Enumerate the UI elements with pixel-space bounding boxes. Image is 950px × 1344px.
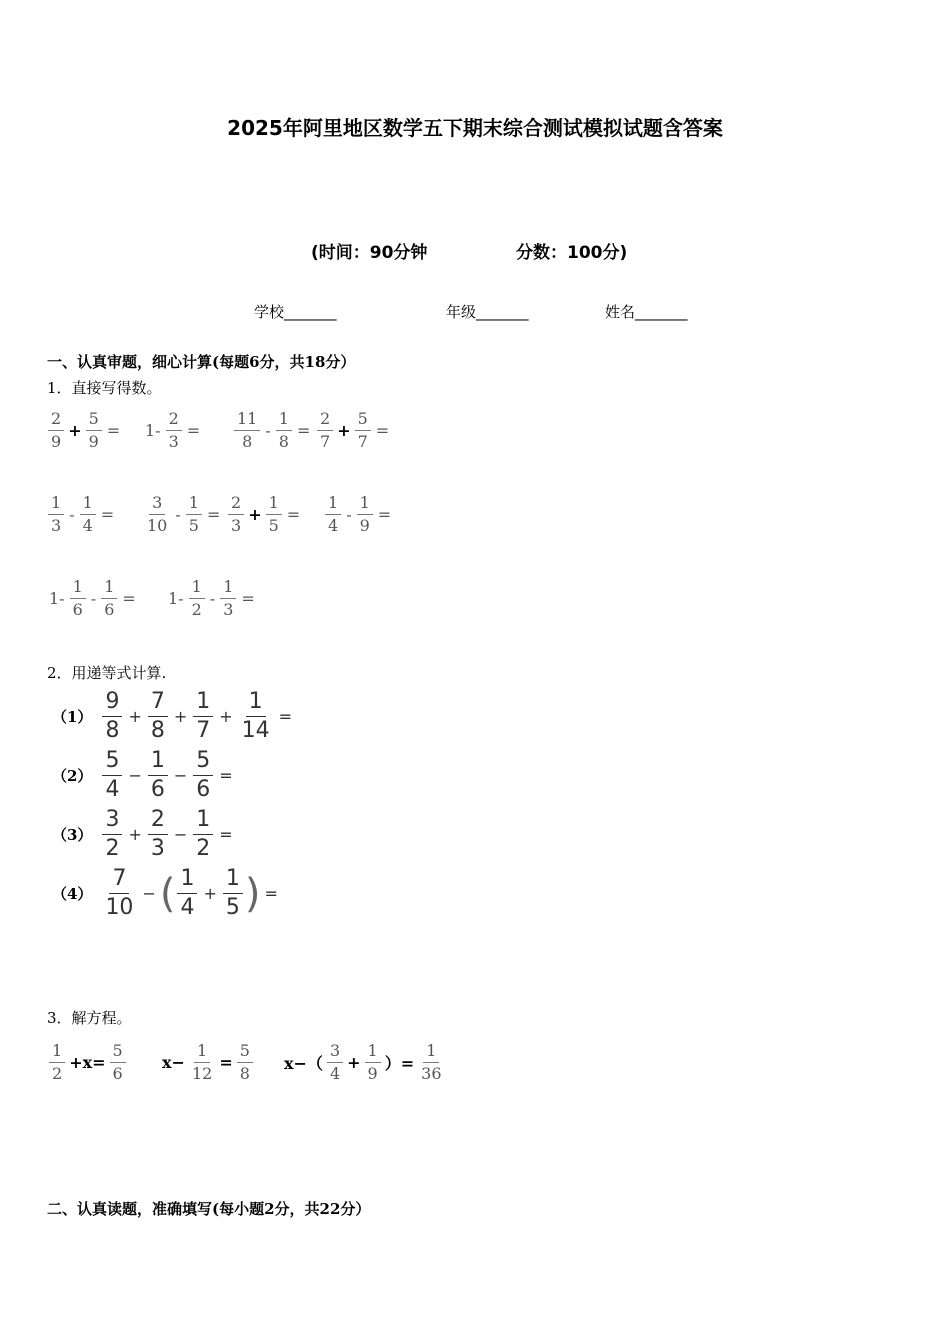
operator: = xyxy=(206,504,221,524)
fraction xyxy=(48,494,64,534)
operator: 1- xyxy=(145,420,161,440)
operator: + xyxy=(219,707,233,727)
numerator: 1 xyxy=(70,578,86,599)
denominator: 9 xyxy=(51,431,62,451)
operator: = xyxy=(264,884,278,904)
fraction xyxy=(148,690,168,743)
fraction xyxy=(239,690,273,743)
operator: - xyxy=(175,504,181,524)
denominator: 4 xyxy=(328,515,339,535)
numerator: 1 xyxy=(177,867,197,894)
numerator: 1 xyxy=(193,808,213,835)
numerator: 1 xyxy=(48,494,64,515)
denominator: 36 xyxy=(421,1063,442,1083)
operator: = xyxy=(219,1052,233,1072)
fraction xyxy=(86,410,102,450)
numerator: 1 xyxy=(423,1042,439,1063)
numerator: 5 xyxy=(86,410,102,431)
numerator: 1 xyxy=(194,1042,210,1063)
numerator: 1 xyxy=(101,578,117,599)
calc-expression xyxy=(46,578,139,618)
denominator: 8 xyxy=(278,431,289,451)
operator: x− xyxy=(162,1052,185,1072)
equation xyxy=(47,1042,128,1082)
numerator: 1 xyxy=(357,494,373,515)
denominator: 6 xyxy=(196,777,211,803)
numerator: 1 xyxy=(220,578,236,599)
denominator: 6 xyxy=(104,599,115,619)
fraction xyxy=(148,808,168,861)
denominator: 3 xyxy=(231,515,242,535)
fraction xyxy=(365,1042,381,1082)
operator: = xyxy=(122,588,136,608)
operator: - xyxy=(265,420,271,440)
problem-label: （2） xyxy=(52,767,93,786)
fraction xyxy=(355,410,371,450)
fraction xyxy=(193,808,213,861)
calc-expression xyxy=(142,410,203,450)
numerator: 2 xyxy=(317,410,333,431)
denominator: 4 xyxy=(82,515,93,535)
denominator: 3 xyxy=(223,599,234,619)
calc-expression xyxy=(46,410,123,450)
operator: + xyxy=(128,825,142,845)
fraction xyxy=(102,690,122,743)
fraction xyxy=(237,1042,253,1082)
numerator: 1 xyxy=(325,494,341,515)
operator: - xyxy=(209,588,216,608)
numerator: 1 xyxy=(365,1042,381,1063)
fraction xyxy=(223,867,243,920)
fraction xyxy=(325,494,341,534)
time-limit: (时间：90分钟 xyxy=(311,243,428,263)
numerator: 1 xyxy=(148,749,168,776)
denominator: 6 xyxy=(112,1063,123,1083)
fraction xyxy=(101,578,117,618)
numerator: 7 xyxy=(148,690,168,717)
operator: 1- xyxy=(49,588,65,608)
section-2-heading: 二、认真读题，准确填写(每小题2分，共22分） xyxy=(47,1200,371,1218)
denominator: 5 xyxy=(188,515,199,535)
operator: + xyxy=(337,420,351,440)
numerator: 1 xyxy=(49,1042,65,1063)
fraction xyxy=(228,494,244,534)
denominator: 4 xyxy=(180,895,195,921)
grade-field: 年级_______ xyxy=(446,303,529,321)
problem-label: （3） xyxy=(52,826,93,845)
denominator: 4 xyxy=(329,1063,341,1083)
denominator: 4 xyxy=(105,777,120,803)
fraction xyxy=(193,690,213,743)
operator: - xyxy=(346,504,352,524)
stepwise-problem xyxy=(52,808,237,861)
numerator: 1 xyxy=(186,494,202,515)
numerator: 5 xyxy=(110,1042,126,1063)
operator: = xyxy=(219,825,233,845)
problem-label: （1） xyxy=(52,708,93,727)
fraction xyxy=(177,867,197,920)
operator: = xyxy=(106,420,121,440)
denominator: 6 xyxy=(150,777,165,803)
operator: ）= xyxy=(384,1053,415,1073)
numerator: 1 xyxy=(266,494,282,515)
numerator: 5 xyxy=(355,410,371,431)
numerator: 1 xyxy=(80,494,96,515)
fraction xyxy=(276,410,292,450)
calc-expression xyxy=(232,410,313,450)
denominator: 3 xyxy=(150,836,165,862)
denominator: 8 xyxy=(242,431,253,451)
fraction xyxy=(189,578,205,618)
stepwise-problem xyxy=(52,749,237,802)
denominator: 9 xyxy=(88,431,99,451)
numerator: 2 xyxy=(166,410,182,431)
denominator: 5 xyxy=(268,515,279,535)
operator: = xyxy=(100,504,115,524)
fraction xyxy=(80,494,96,534)
fraction xyxy=(166,410,182,450)
question-1-title: 1．直接写得数。 xyxy=(47,379,162,397)
operator: - xyxy=(69,504,75,524)
denominator: 10 xyxy=(147,515,168,535)
operator: + xyxy=(128,707,142,727)
numerator: 5 xyxy=(237,1042,253,1063)
denominator: 7 xyxy=(320,431,331,451)
total-score: 分数：100分) xyxy=(516,243,628,263)
numerator: 9 xyxy=(102,690,122,717)
operator: − xyxy=(142,884,156,904)
fraction xyxy=(220,578,236,618)
denominator: 14 xyxy=(241,718,270,744)
equation xyxy=(282,1042,447,1082)
numerator: 2 xyxy=(148,808,168,835)
operator: - xyxy=(90,588,97,608)
denominator: 3 xyxy=(51,515,62,535)
stepwise-problem xyxy=(52,867,282,920)
numerator: 1 xyxy=(276,410,292,431)
denominator: 9 xyxy=(367,1063,378,1083)
operator: = xyxy=(186,420,201,440)
denominator: 8 xyxy=(239,1063,250,1083)
numerator: 2 xyxy=(48,410,64,431)
numerator: 1 xyxy=(193,690,213,717)
operator: = xyxy=(241,588,255,608)
operator: = xyxy=(375,420,390,440)
numerator: 1 xyxy=(246,690,266,717)
denominator: 8 xyxy=(105,718,120,744)
denominator: 7 xyxy=(196,718,211,744)
operator: + xyxy=(203,884,217,904)
operator: +x= xyxy=(69,1052,106,1072)
numerator: 1 xyxy=(189,578,205,599)
fraction xyxy=(70,578,86,618)
fraction xyxy=(48,410,64,450)
fraction xyxy=(49,1042,65,1082)
fraction xyxy=(418,1042,444,1082)
denominator: 2 xyxy=(52,1063,63,1083)
numerator: 7 xyxy=(109,867,129,894)
section-1-heading: 一、认真审题，细心计算(每题6分，共18分） xyxy=(47,353,356,371)
denominator: 5 xyxy=(225,895,240,921)
denominator: 3 xyxy=(168,431,179,451)
numerator: 5 xyxy=(102,749,122,776)
denominator: 12 xyxy=(191,1063,213,1083)
calc-expression xyxy=(46,494,117,534)
operator: x−（ xyxy=(284,1053,323,1073)
numerator: 3 xyxy=(102,808,122,835)
fraction xyxy=(234,410,260,450)
numerator: 11 xyxy=(234,410,260,431)
problem-label: （4） xyxy=(52,885,93,904)
fraction xyxy=(189,1042,215,1082)
operator: − xyxy=(128,766,142,786)
name-field: 姓名_______ xyxy=(605,303,688,321)
operator: = xyxy=(278,707,293,727)
denominator: 2 xyxy=(105,836,120,862)
fraction xyxy=(186,494,202,534)
fraction xyxy=(144,494,170,534)
fraction xyxy=(266,494,282,534)
fraction xyxy=(102,749,122,802)
calc-expression xyxy=(165,578,258,618)
question-3-title: 3．解方程。 xyxy=(47,1009,132,1027)
parenthesis: ) xyxy=(244,870,261,917)
operator: = xyxy=(377,504,392,524)
operator: 1- xyxy=(168,588,184,608)
fraction xyxy=(317,410,333,450)
fraction xyxy=(148,749,168,802)
operator: + xyxy=(248,504,262,524)
fraction xyxy=(102,808,122,861)
fraction xyxy=(102,867,136,920)
calc-expression xyxy=(323,494,394,534)
numerator: 5 xyxy=(193,749,213,776)
denominator: 10 xyxy=(105,895,134,921)
page-title: 2025年阿里地区数学五下期末综合测试模拟试题含答案 xyxy=(227,116,723,140)
numerator: 2 xyxy=(228,494,244,515)
denominator: 6 xyxy=(72,599,83,619)
fraction xyxy=(110,1042,126,1082)
question-2-title: 2．用递等式计算. xyxy=(47,664,167,682)
operator: = xyxy=(219,766,233,786)
denominator: 7 xyxy=(357,431,368,451)
fraction xyxy=(193,749,213,802)
operator: + xyxy=(173,707,188,727)
calc-expression xyxy=(142,494,223,534)
school-field: 学校_______ xyxy=(254,303,337,321)
parenthesis: ( xyxy=(159,870,176,917)
numerator: 3 xyxy=(149,494,165,515)
calc-expression xyxy=(315,410,392,450)
denominator: 2 xyxy=(196,836,211,862)
operator: + xyxy=(68,420,82,440)
calc-expression xyxy=(226,494,303,534)
fraction xyxy=(357,494,373,534)
denominator: 9 xyxy=(359,515,370,535)
denominator: 8 xyxy=(150,718,165,744)
numerator: 3 xyxy=(327,1042,343,1063)
operator: + xyxy=(347,1052,361,1072)
stepwise-problem xyxy=(52,690,296,743)
operator: − xyxy=(173,766,188,786)
numerator: 1 xyxy=(223,867,243,894)
operator: = xyxy=(286,504,301,524)
operator: = xyxy=(296,420,311,440)
equation xyxy=(160,1042,255,1082)
denominator: 2 xyxy=(191,599,202,619)
operator: − xyxy=(173,825,188,845)
fraction xyxy=(327,1042,343,1082)
